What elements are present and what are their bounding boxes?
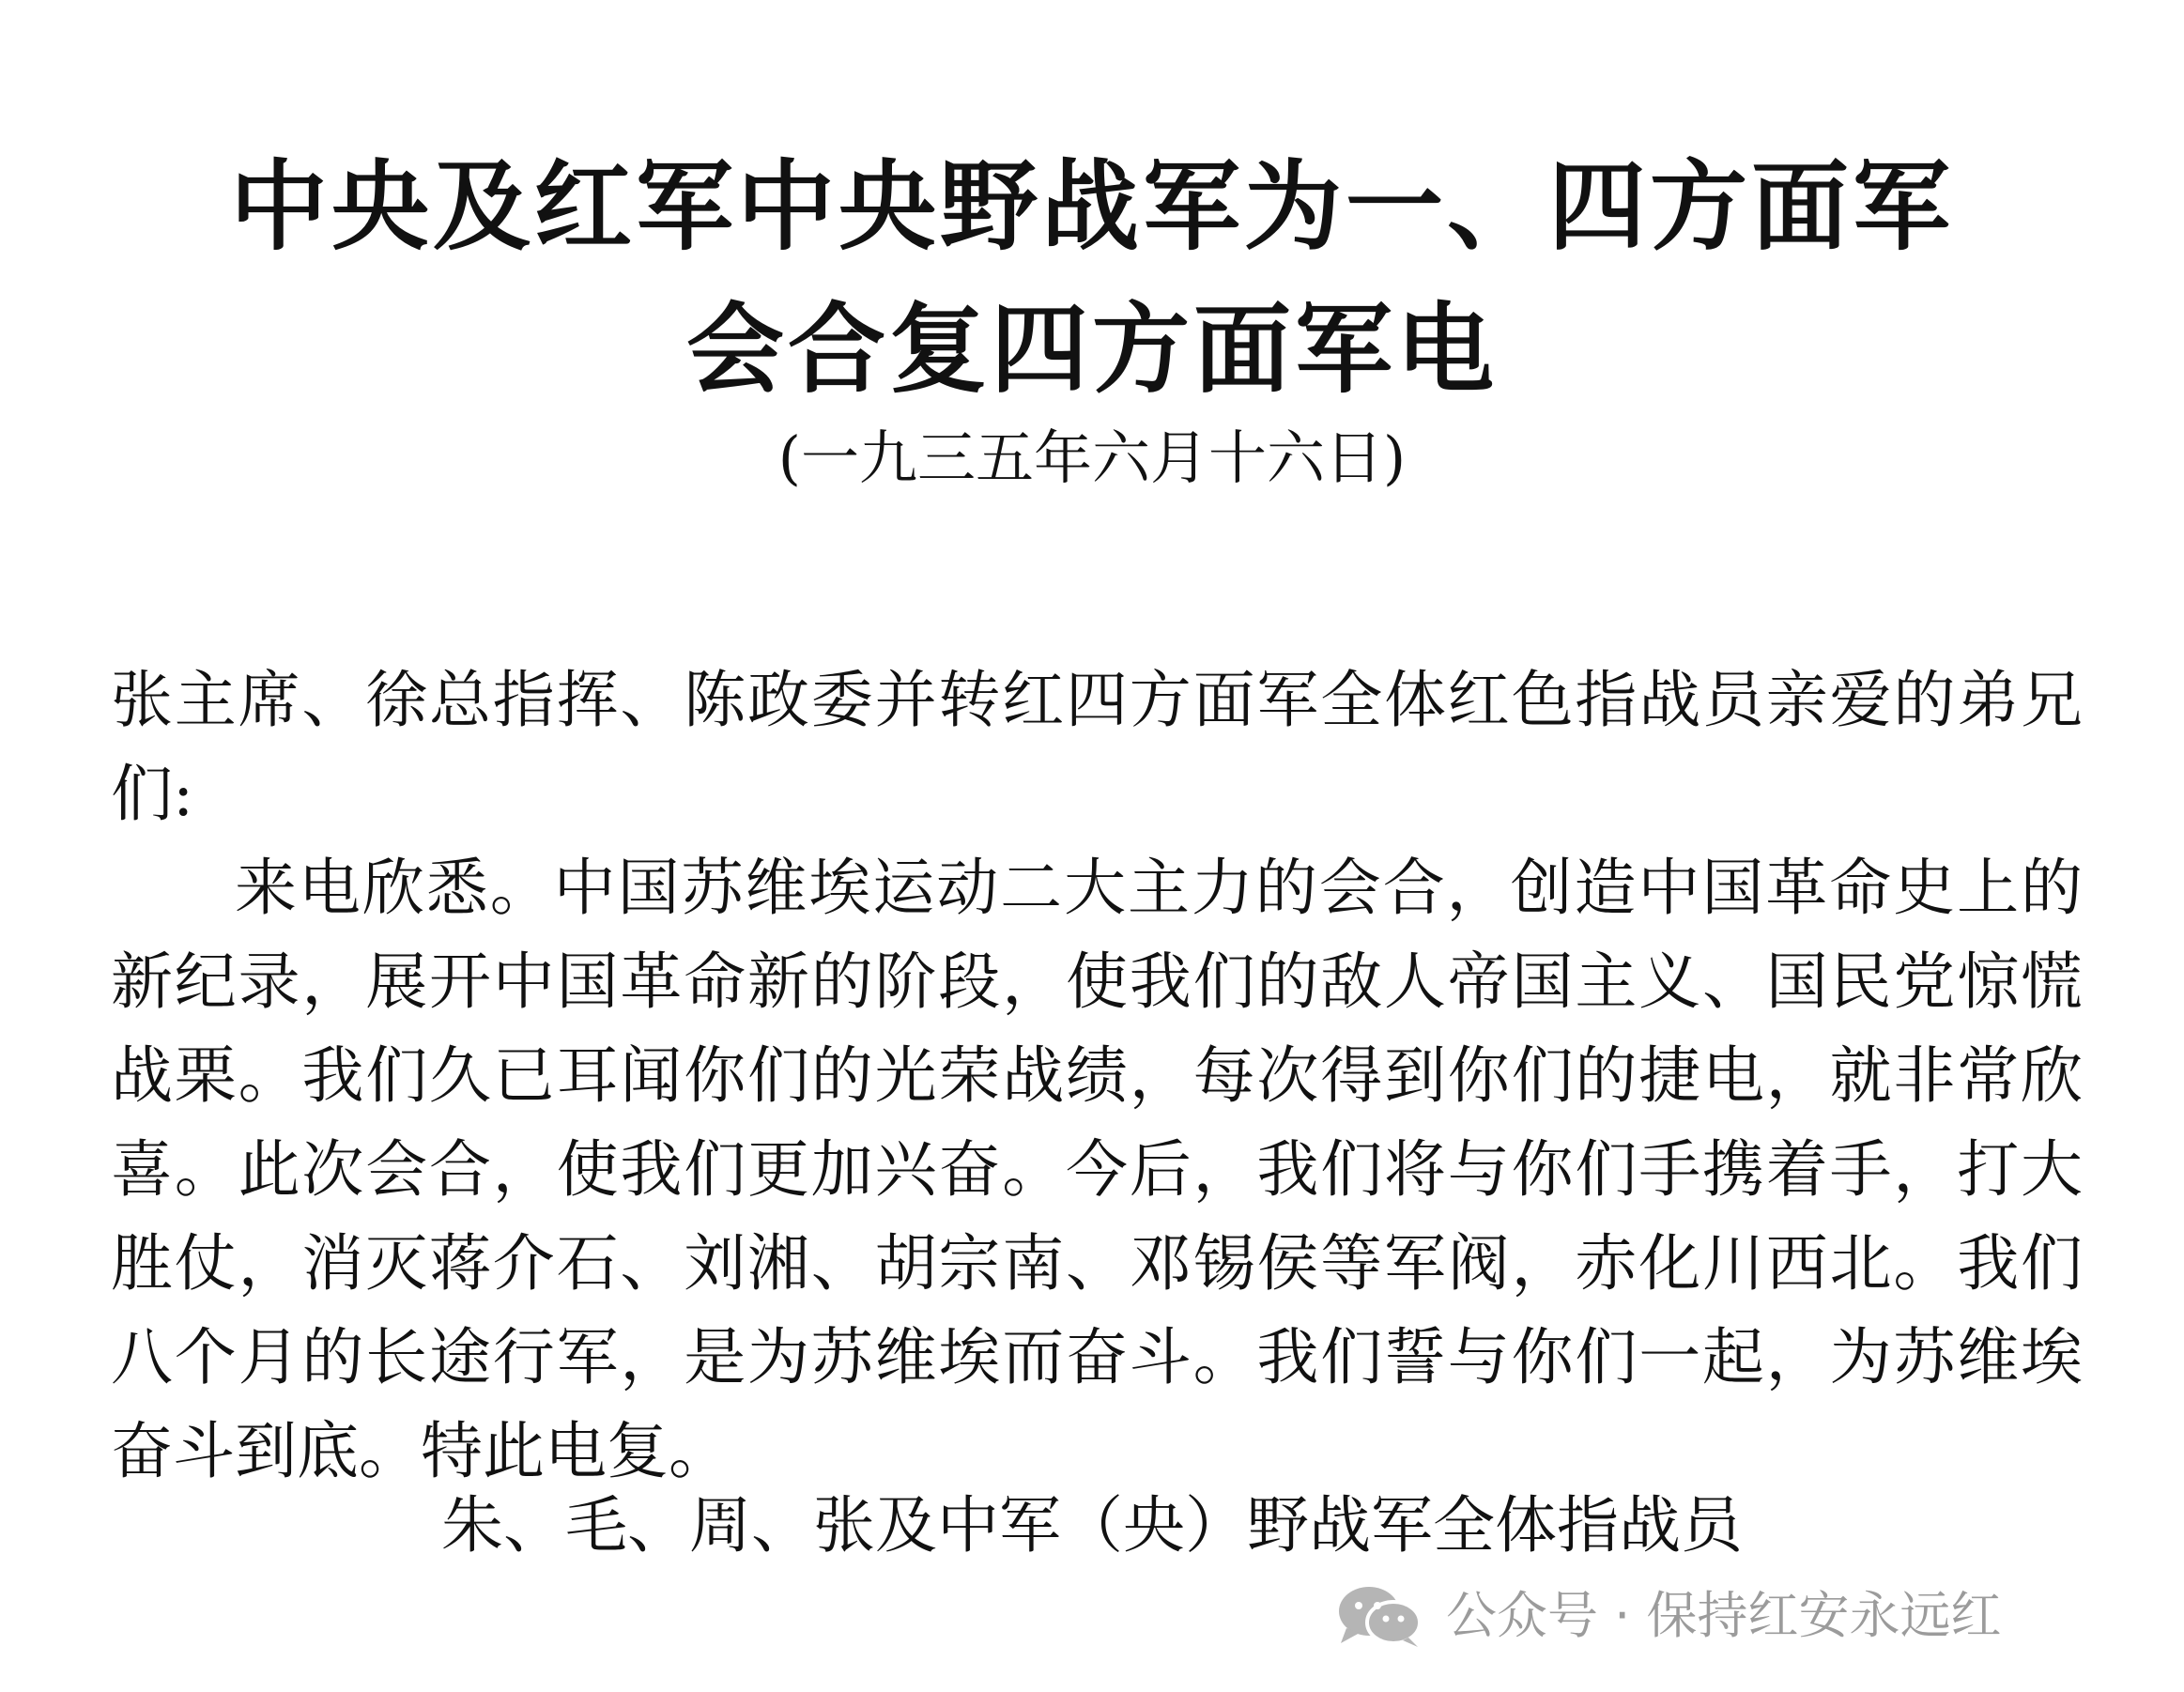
salutation: 张主席、徐总指挥、陈政委并转红四方面军全体红色指战员亲爱的弟兄们:	[111, 664, 2083, 830]
wechat-icon	[1333, 1583, 1427, 1649]
watermark-text: 公众号 · 保持红安永远红	[1446, 1586, 2002, 1645]
document-title-line-2: 会合复四方面军电	[685, 291, 1498, 407]
signature: 朱、毛、周、张及中军（央）野战军全体指战员	[441, 1489, 1743, 1561]
watermark	[1333, 1583, 2002, 1649]
body-paragraph: 来电欣悉。中国苏维埃运动二大主力的会合，创造中国革命史上的新纪录，展开中国革命新的阶段，使我们的敌人帝国主义、国民党惊慌战栗。我们久已耳闻你们的光荣战绩，每次得到你们的捷电，就非常欣喜。此次会合，使我们更加兴奋。今后，我们将与你们手携着手，打大胜仗，消灭蒋介石、刘湘、胡宗南、邓锡侯等军阀，赤化川西北。我们八个月的长途行军，是为苏维埃而奋斗。我们誓与你们一起，为苏维埃奋斗到底。特此电复。	[111, 852, 2083, 1487]
document-body	[111, 654, 2083, 1499]
document-date: (一九三五年六月十六日)	[777, 423, 1407, 492]
document-title-line-1: 中央及红军中央野战军为一、四方面军	[229, 148, 1954, 264]
